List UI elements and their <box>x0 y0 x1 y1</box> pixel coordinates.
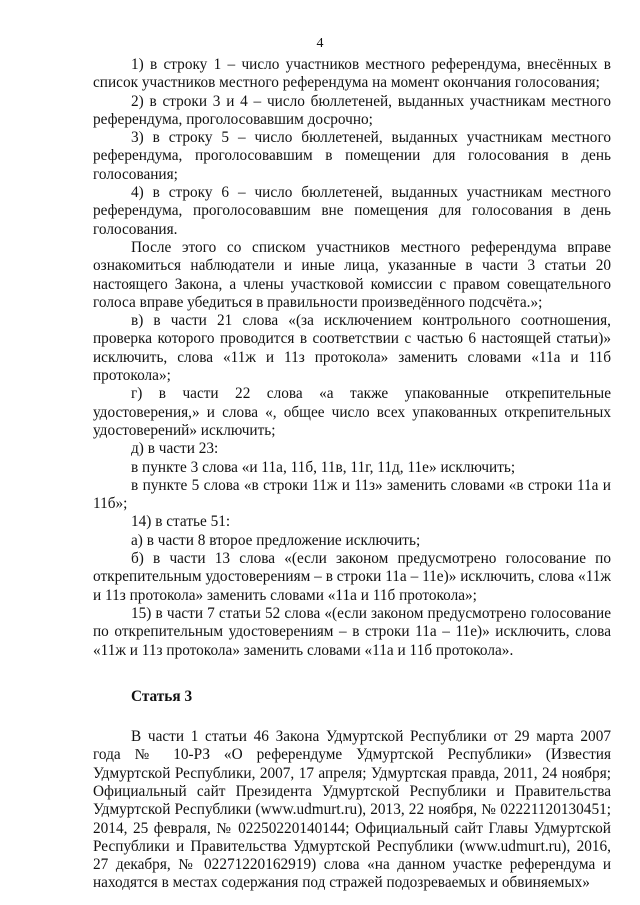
paragraph: г) в части 22 слова «а также упакованные открепительные удостоверения,» и слова «, общее число всех упакованных открепительных удостоверений» исключить; <box>93 385 611 439</box>
paragraph: а) в части 8 второе предложение исключить; <box>131 531 421 549</box>
paragraph: После этого со списком участников местного референдума вправе ознакомиться наблюдатели и иные лица, указанные в части 3 статьи 20 настоящего Закона, а члены участковой комиссии с правом совещательного голоса вправе убедиться в правильности произведённого подсчёта.»; <box>93 238 611 311</box>
article-heading: Статья 3 <box>131 687 193 705</box>
paragraph: д) в части 23: <box>131 440 219 458</box>
document-body <box>93 56 611 893</box>
paragraph: 1) в строку 1 – число участников местного референдума, внесённых в список участников местного референдума на момент окончания голосования; <box>93 56 611 92</box>
paragraph: в пункте 3 слова «и 11а, 11б, 11в, 11г, 11д, 11е» исключить; <box>131 458 516 476</box>
paragraph: В части 1 статьи 46 Закона Удмуртской Республики от 29 марта 2007 года № 10-РЗ «О референдуме Удмуртской Республики» (Известия Удмуртской Республики, 2007, 17 апреля; Удмуртская правда, 2011, 24 ноября; Официальный сайт Президента Удмуртской Республики и Правительства Удмуртской Республики (www.udmurt.ru), 2013, 22 ноября, № 02221120130451; 2014, 25 февраля, № 02250220140144; Официальный сайт Главы Удмуртской Республики и Правительства Удмуртской Республики (www.udmurt.ru), 2016, 27 декабря, № 02271220162919) слова «на данном участке референдума и находятся в местах содержания под стражей подозреваемых и обвиняемых» <box>93 728 611 892</box>
page-number: 4 <box>316 36 324 51</box>
paragraph: 15) в части 7 статьи 52 слова «(если законом предусмотрено голосование по открепительным удостоверениям – в строки 11а – 11е)» исключить, слова «11ж и 11з протокола» заменить словами «11а и 11б протокола». <box>93 604 611 659</box>
paragraph: 2) в строки 3 и 4 – число бюллетеней, выданных участникам местного референдума, проголосовавшим досрочно; <box>93 92 611 128</box>
paragraph: в) в части 21 слова «(за исключением контрольного соотношения, проверка которого проводится в соответствии с частью 6 настоящей статьи)» исключить, слова «11ж и 11з протокола» заменить словами «11а и 11б протокола»; <box>93 312 611 385</box>
paragraph: 14) в статье 51: <box>131 513 231 531</box>
paragraph: б) в части 13 слова «(если законом предусмотрено голосование по открепительным удостоверениям – в строки 11а – 11е)» исключить, слова «11ж и 11з протокола» заменить словами «11а и 11б протокола»; <box>93 550 611 604</box>
paragraph: в пункте 5 слова «в строки 11ж и 11з» заменить словами «в строки 11а и 11б»; <box>93 476 611 513</box>
paragraph: 3) в строку 5 – число бюллетеней, выданных участникам местного референдума, проголосовавшим в помещении для голосования в день голосования; <box>93 129 611 183</box>
paragraph: 4) в строку 6 – число бюллетеней, выданных участникам местного референдума, проголосовавшим вне помещения для голосования в день голосования. <box>93 184 611 238</box>
